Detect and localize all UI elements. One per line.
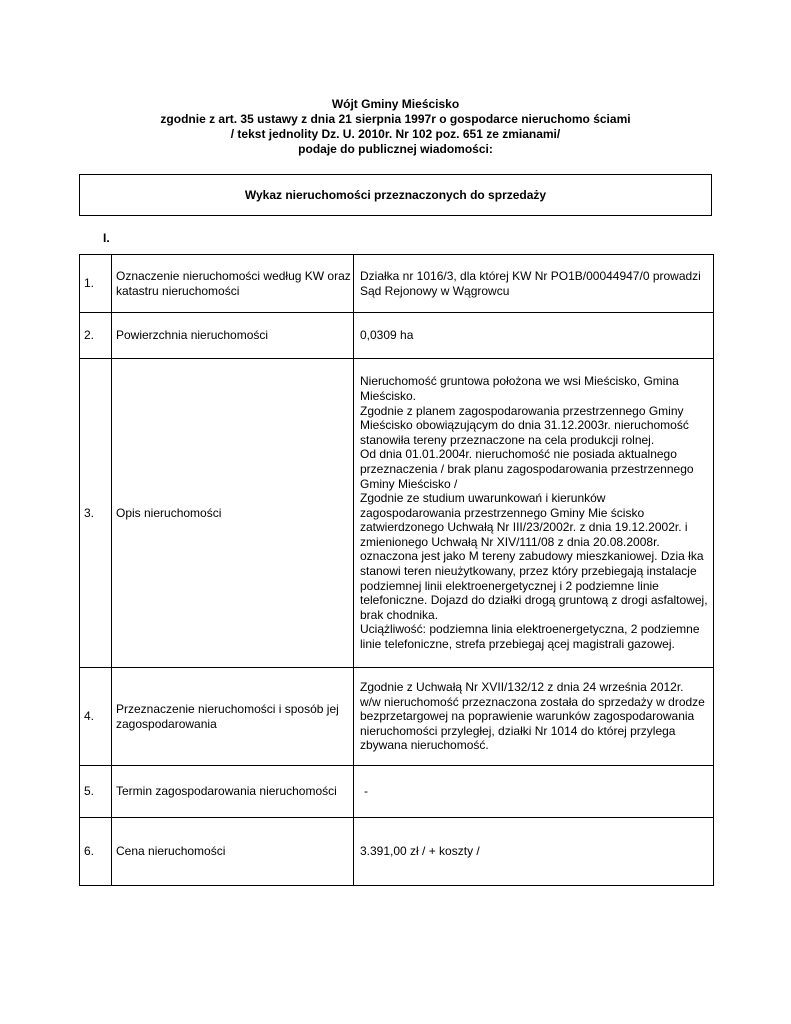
table-row (80, 255, 714, 313)
table-row (80, 766, 714, 818)
row-value: - (354, 766, 714, 818)
row-value: Działka nr 1016/3, dla której KW Nr PO1B/00044947/0 prowadzi Sąd Rejonowy w Wągrowcu (354, 255, 714, 313)
row-value: Zgodnie z Uchwałą Nr XVII/132/12 z dnia 24 września 2012r. w/w nieruchomość przeznaczona została do sprzedaży w drodze bezprzetargowej na poprawienie warunków zagospodarowania nieruchomości przyległej, działki Nr 1014 do której przylega zbywana nieruchomość. (354, 668, 714, 766)
row-label: Cena nieruchomości (112, 818, 354, 886)
row-label: Oznaczenie nieruchomości według KW oraz katastru nieruchomości (112, 255, 354, 313)
list-title-box (79, 174, 712, 216)
row-number: 6. (80, 818, 112, 886)
announcement-header (0, 97, 791, 157)
table-row (80, 668, 714, 766)
row-number: 3. (80, 359, 112, 668)
row-label: Termin zagospodarowania nieruchomości (112, 766, 354, 818)
table-row (80, 359, 714, 668)
header-authority: Wójt Gminy Mieścisko (331, 97, 460, 111)
row-label: Opis nieruchomości (112, 359, 354, 668)
row-number: 1. (80, 255, 112, 313)
list-title: Wykaz nieruchomości przeznaczonych do sprzedaży (244, 188, 547, 202)
row-number: 4. (80, 668, 112, 766)
header-legal-reference: / tekst jednolity Dz. U. 2010r. Nr 102 poz. 651 ze zmianami/ (230, 127, 561, 141)
row-label: Powierzchnia nieruchomości (112, 313, 354, 359)
property-details-table (79, 254, 714, 886)
row-value: Nieruchomość gruntowa położona we wsi Mieścisko, Gmina Mieścisko. Zgodnie z planem zagospodarowania przestrzennego Gminy Mieścisko obowiązującym do dnia 31.12.2003r. nieruchomość stanowiła tereny przeznaczone na cela produkcji rolnej. Od dnia 01.01.2004r. nieruchomość nie posiada aktualnego przeznaczenia / brak planu zagospodarowania przestrzennego Gminy Mieścisko / Zgodnie ze studium uwarunkowań i kierunków zagospodarowania przestrzennego Gminy Mie ścisko zatwierdzonego Uchwałą Nr III/23/2002r. z dnia 19.12.2002r. i zmienionego Uchwałą Nr XIV/111/08 z dnia 20.08.2008r. oznaczona jest jako M tereny zabudowy mieszkaniowej. Dzia łka stanowi teren nieużytkowany, przez który przebiegają instalacje podziemnej linii elektroenergetycznej i 2 podziemne linie telefoniczne. Dojazd do działki drogą gruntową z drogi asfaltowej, brak chodnika. Uciążliwość: podziemna linia elektroenergetyczna, 2 podziemne linie telefoniczne, strefa przebiegaj ącej magistrali gazowej. (354, 359, 714, 668)
header-announcement: podaje do publicznej wiadomości: (298, 142, 493, 156)
row-value: 3.391,00 zł / + koszty / (354, 818, 714, 886)
row-number: 5. (80, 766, 112, 818)
header-legal-basis: zgodnie z art. 35 ustawy z dnia 21 sierpnia 1997r o gospodarce nieruchomo ściami (160, 112, 631, 126)
row-value: 0,0309 ha (354, 313, 714, 359)
row-number: 2. (80, 313, 112, 359)
table-row (80, 313, 714, 359)
table-row (80, 818, 714, 886)
row-label: Przeznaczenie nieruchomości i sposób jej zagospodarowania (112, 668, 354, 766)
section-number: I. (103, 231, 110, 245)
